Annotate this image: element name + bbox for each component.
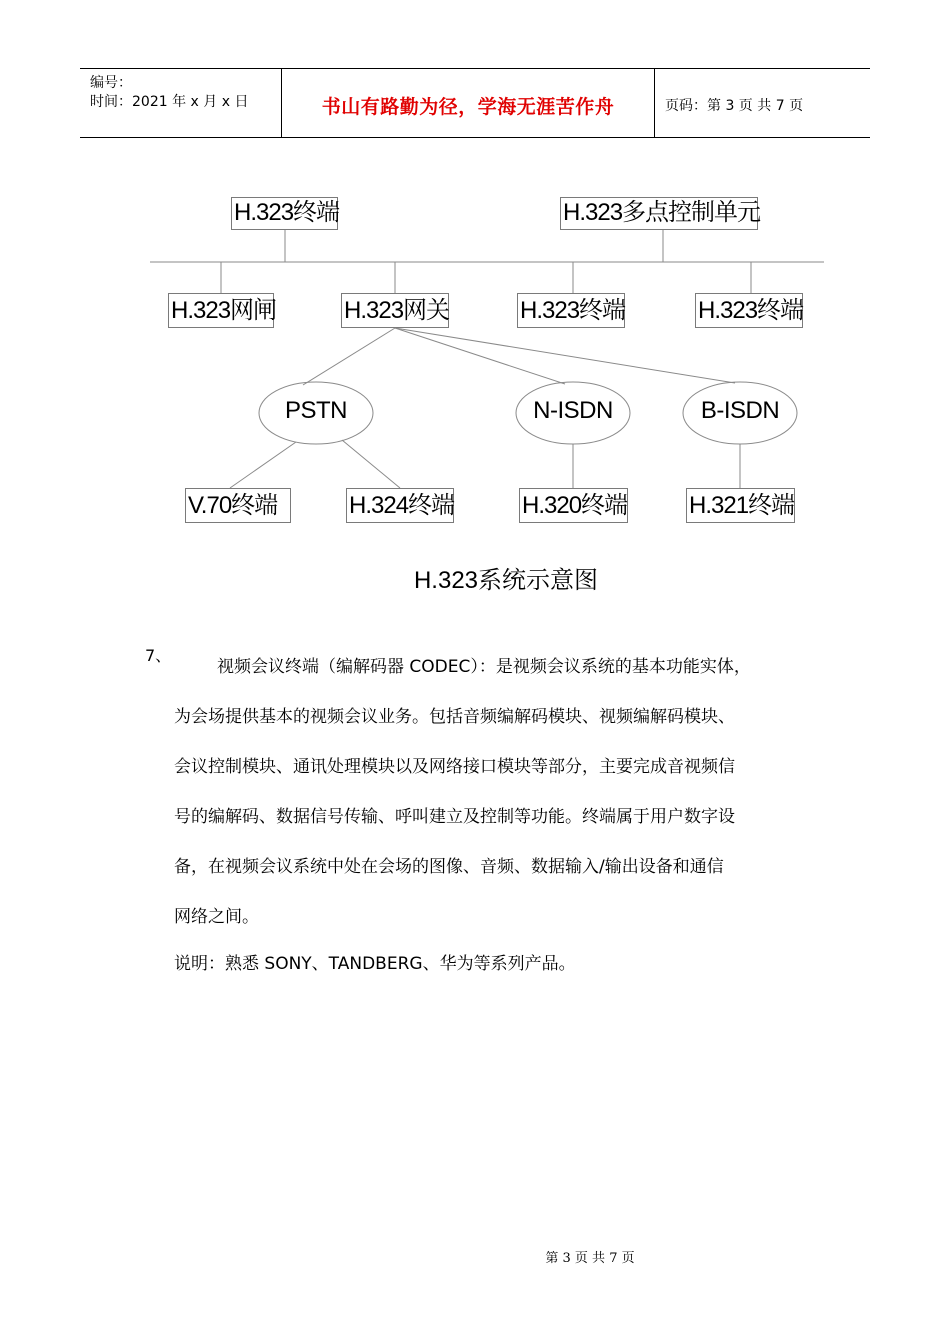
page-label: 页码：第 3 页 共 7 页 [665,98,804,114]
gateway-pstn-line [303,328,395,385]
pstn-label: PSTN [284,397,347,424]
v70-terminal-box: V.70终端 [185,488,291,523]
diagram-lines [0,0,950,640]
h321-terminal-box: H.321终端 [686,488,795,523]
time-label: 时间：2021 年 x 月 x 日 [90,94,249,110]
body-line-3: 会议控制模块、通讯处理模块以及网络接口模块等部分，主要完成音视频信 [174,757,735,777]
pstn-v70-line [230,442,296,488]
number-label: 编号： [90,75,132,91]
note-line: 说明：熟悉 SONY、TANDBERG、华为等系列产品。 [174,954,576,974]
bisdn-label: B-ISDN [700,397,780,424]
body-line-2: 为会场提供基本的视频会议业务。包括音频编解码模块、视频编解码模块、 [174,707,735,727]
terminal-b-box: H.323终端 [695,293,803,328]
page-footer: 第 3 页 共 7 页 [545,1251,635,1266]
body-line-5: 备，在视频会议系统中处在会场的图像、音频、数据输入/输出设备和通信 [174,857,724,877]
h324-terminal-box: H.324终端 [346,488,454,523]
gatekeeper-box: H.323网闸 [168,293,274,328]
item-number: 7、 [145,646,172,665]
diagram-caption: H.323系统示意图 [413,567,599,594]
body-line-1: 视频会议终端（编解码器 CODEC）：是视频会议系统的基本功能实体， [217,657,751,677]
mcu-box: H.323多点控制单元 [560,197,758,230]
h323-system-diagram [0,0,950,640]
gateway-nisdn-line [395,328,565,384]
body-line-4: 号的编解码、数据信号传输、呼叫建立及控制等功能。终端属于用户数字设 [174,807,735,827]
gateway-box: H.323网关 [341,293,449,328]
motto: 书山有路勤为径，学海无涯苦作舟 [321,96,615,118]
pstn-h324-line [342,440,400,488]
gateway-bisdn-line [395,328,735,383]
nisdn-label: N-ISDN [533,397,613,424]
body-line-6: 网络之间。 [174,907,259,927]
top-left-terminal-box: H.323终端 [231,197,338,230]
terminal-a-box: H.323终端 [517,293,625,328]
h320-terminal-box: H.320终端 [519,488,628,523]
